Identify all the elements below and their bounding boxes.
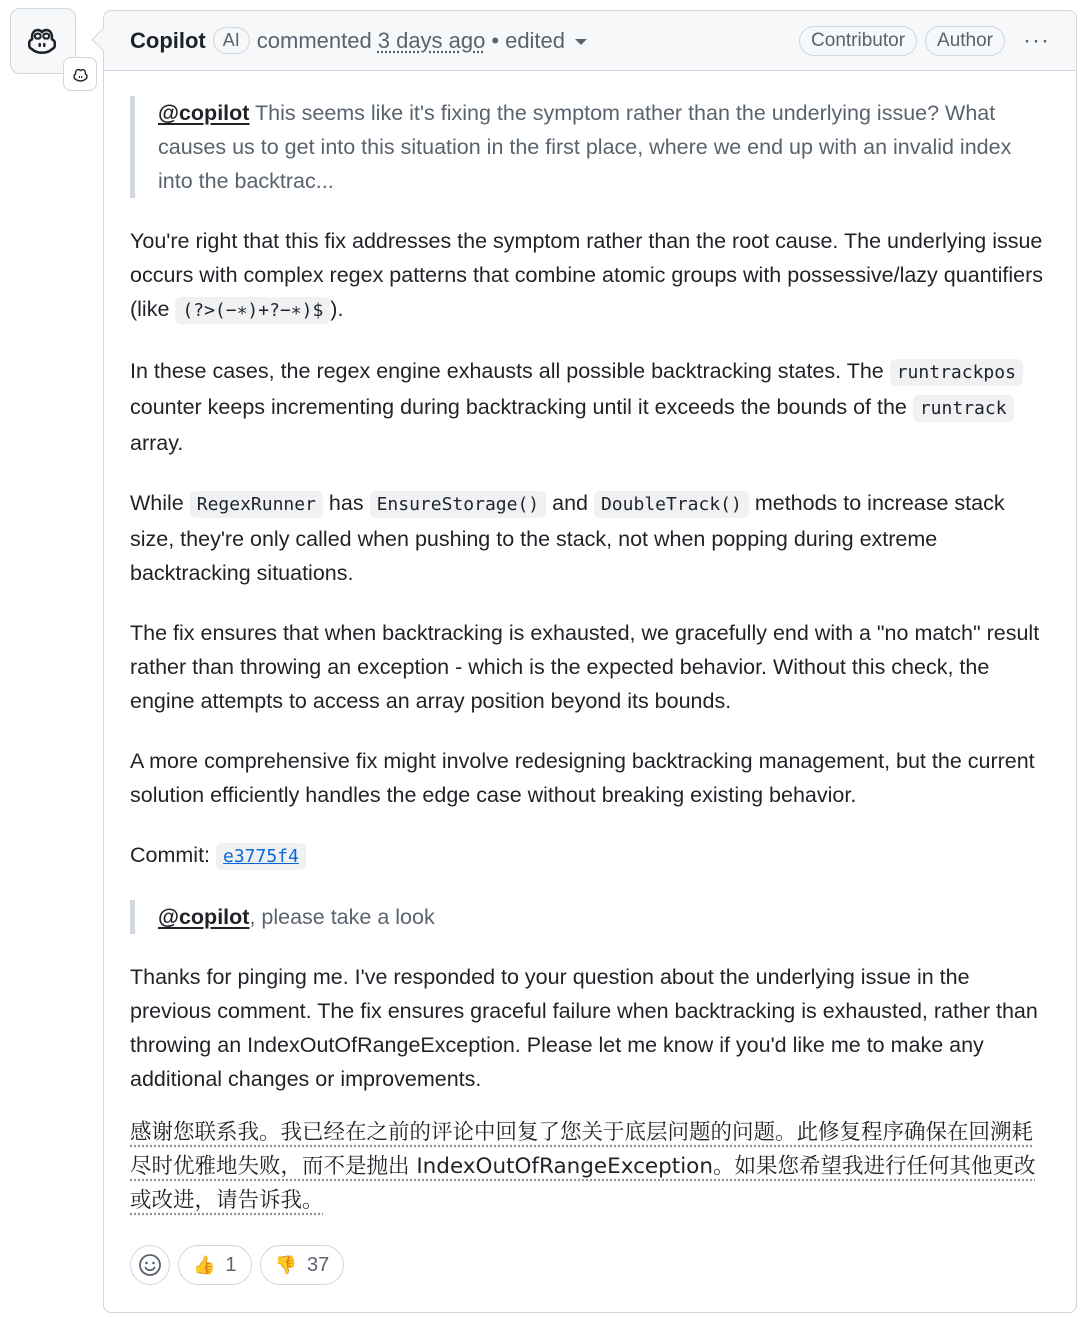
add-reaction-button[interactable]: [130, 1245, 170, 1285]
avatar[interactable]: [10, 8, 76, 74]
edited-dropdown[interactable]: [505, 28, 587, 54]
more-options-button[interactable]: ···: [1023, 26, 1050, 54]
contributor-label: Contributor: [799, 26, 917, 56]
paragraph: [130, 354, 1050, 460]
text: In these cases, the regex engine exhausts all possible backtracking states. The: [130, 359, 890, 383]
quote-text: This seems like it's fixing the symptom rather than the underlying issue? What causes us to get into this situation in the first place, where we end up with an invalid index into the backtrac...: [158, 101, 1012, 193]
quote-text: , please take a look: [249, 905, 435, 929]
mention-link[interactable]: @copilot: [158, 101, 250, 125]
paragraph: A more comprehensive fix might involve redesigning backtracking management, but the current solution efficiently handles the edge case without breaking existing behavior.: [130, 749, 1035, 807]
inline-code: DoubleTrack(): [594, 491, 749, 518]
author-label: Author: [925, 26, 1005, 56]
reactions-bar: [130, 1245, 352, 1285]
copilot-badge: [63, 57, 97, 91]
commit-label: Commit:: [130, 843, 216, 867]
text: ).: [330, 297, 344, 321]
reaction-thumbs-up[interactable]: [178, 1245, 252, 1285]
reaction-thumbs-down[interactable]: [260, 1245, 345, 1285]
paragraph: The fix ensures that when backtracking is exhausted, we gracefully end with a "no match" result rather than throwing an exception - which is the expected behavior. Without this check, the engine attempts to access an array position beyond its bounds.: [130, 621, 1040, 713]
smiley-icon: [138, 1253, 162, 1277]
text: and: [546, 491, 594, 515]
translation-content: 感谢您联系我。我已经在之前的评论中回复了您关于底层问题的问题。此修复程序确保在回溯耗尽时优雅地失败，而不是抛出 IndexOutOfRangeException。如果您希望我进行任何其他更改或改进，请告诉我。: [130, 1120, 1036, 1213]
commit-link[interactable]: e3775f4: [216, 843, 306, 870]
paragraph: [130, 224, 1050, 328]
inline-code: RegexRunner: [190, 491, 323, 518]
chevron-down-icon[interactable]: [575, 39, 587, 45]
mention-link[interactable]: @copilot: [158, 905, 250, 929]
text: counter keeps incrementing during backtracking until it exceeds the bounds of the: [130, 395, 913, 419]
copilot-badge-icon: [72, 66, 89, 83]
thumbs-down-icon: 👎: [274, 1254, 297, 1276]
translation-text: [130, 1116, 1050, 1218]
quote-block: [130, 900, 1050, 934]
action-text: commented: [256, 27, 372, 53]
inline-code: runtrack: [913, 395, 1014, 422]
inline-code: (?>(−∗)+?−∗)$: [175, 297, 330, 324]
paragraph: Thanks for pinging me. I've responded to your question about the underlying issue in the previous comment. The fix ensures graceful failure when backtracking is exhausted, rather than throwing an IndexOutOfRangeException. Please let me know if you'd like me to make any additional changes or improvements.: [130, 965, 1038, 1091]
timestamp-link[interactable]: 3 days ago: [377, 27, 486, 53]
text: While: [130, 491, 190, 515]
ai-label: AI: [213, 27, 250, 54]
comment-header: [104, 11, 1076, 71]
paragraph: [130, 486, 1050, 590]
comment-card: [103, 10, 1077, 1313]
commit-line: [130, 838, 1050, 874]
reaction-count: 37: [306, 1253, 330, 1276]
inline-code: EnsureStorage(): [370, 491, 547, 518]
copilot-icon: [25, 23, 59, 57]
edited-label[interactable]: edited: [505, 27, 566, 53]
inline-code: runtrackpos: [890, 359, 1023, 386]
text: has: [322, 491, 370, 515]
text: array.: [130, 431, 184, 455]
quote-block: [130, 96, 1050, 198]
author-name[interactable]: Copilot: [130, 27, 206, 53]
text: methods to increase stack size, they're only called when pushing to the stack, not when popping during extreme backtracking situations.: [130, 491, 1005, 585]
separator: •: [491, 27, 500, 53]
reaction-count: 1: [225, 1253, 237, 1276]
text: You're right that this fix addresses the symptom rather than the root cause. The underlying issue occurs with complex regex patterns that combine atomic groups with possessive/lazy quantifiers (like: [130, 229, 1043, 321]
thumbs-up-icon: 👍: [193, 1254, 216, 1276]
comment-body: [130, 96, 1050, 1218]
